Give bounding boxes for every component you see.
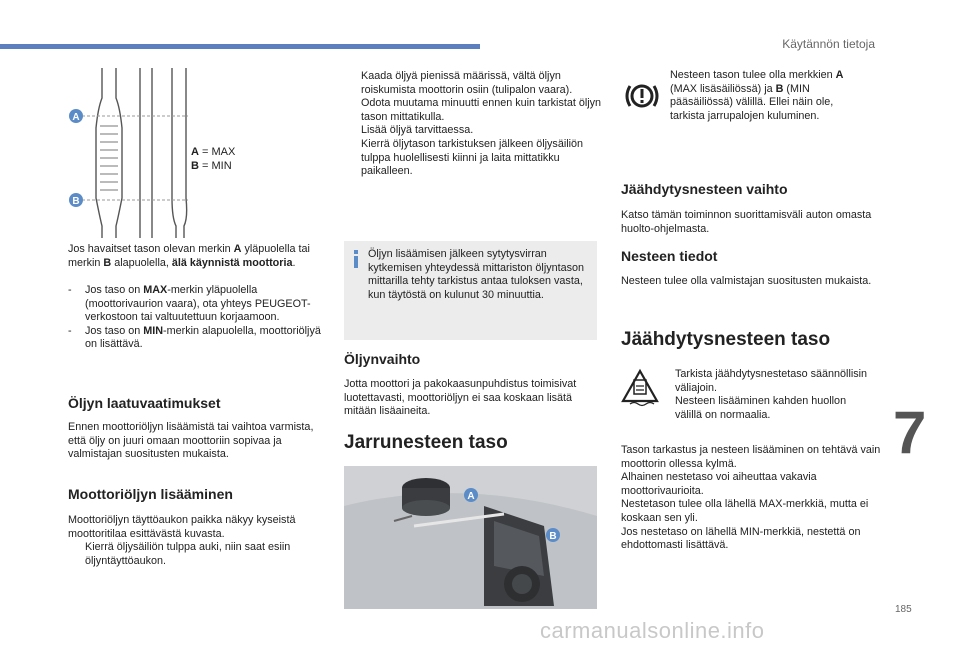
heading-oil-quality: Öljyn laatuvaatimukset [68, 395, 221, 411]
dipstick-illustration [60, 68, 195, 238]
heading-oil-change: Öljynvaihto [344, 351, 421, 367]
list-item: - Jos taso on MAX-merkin yläpuolella (moottorivaurion vaara), ota yhteys PEUGEOT-verkostoon tai valtuutettuun korjaamoon. [68, 284, 311, 324]
oil-adding-steps-continued [344, 70, 602, 179]
list-item: Odota muutama minuutti ennen kuin tarkistat öljyn tason mittatikulla. [361, 97, 602, 123]
list-item: Kierrä öljysäiliön tulppa auki, niin saat esiin öljyntäyttöaukon. [85, 541, 291, 567]
brake-warning-icon [624, 78, 660, 114]
page-number: 185 [895, 604, 912, 615]
fluid-spec-paragraph: Nesteen tulee olla valmistajan suositusten mukaista. [621, 275, 872, 287]
level-actions-list [68, 284, 326, 352]
coolant-final-paragraph: Tason tarkastus ja nesteen lisääminen on tehtävä vain moottorin ollessa kylmä. Alhainen nestetaso voi aiheuttaa vakavia moottorivaurioita. Nestetason tulee olla lähellä MAX-merkkiä, mutta ei koskaan sen yli. Jos nestetaso on lähellä MIN-merkkiä, nestettä on ehdottomasti lisättävä. [621, 444, 881, 552]
list-item: - Jos taso on MIN-merkin alapuolella, moottoriöljyä on lisättävä. [68, 324, 321, 351]
section-title: Käytännön tietoja [782, 37, 875, 51]
marker-a-label: A [72, 112, 80, 123]
brake-level-note: Nesteen tason tulee olla merkkien A (MAX lisäsäiliössä) ja B (MIN pääsäiliössä) välillä. Ellei näin ole, tarkista jarrupalojen kuluminen. [670, 69, 844, 122]
chapter-number: 7 [893, 399, 927, 466]
list-item: Lisää öljyä tarvittaessa. [361, 124, 474, 137]
brake-reservoir-photo [344, 466, 597, 609]
heading-coolant-change: Jäähdytysnesteen vaihto [621, 181, 788, 197]
marker-b-label: B [72, 196, 80, 207]
coolant-change-paragraph: Katso tämän toiminnon suorittamisväli auton omasta huolto-ohjelmasta. [621, 209, 872, 235]
heading-oil-adding: Moottoriöljyn lisääminen [68, 486, 233, 502]
dipstick-legend: A = MAX B = MIN [191, 146, 236, 172]
heading-coolant-level: Jäähdytysnesteen taso [621, 329, 831, 350]
list-item: Kierrä öljytason tarkistuksen jälkeen öljysäiliön tulppa huolellisesti kiinni ja laita mittatikku paikalleen. [361, 137, 584, 178]
dipstick-warning-paragraph: Jos havaitset tason olevan merkin A yläpuolella tai merkin B alapuolella, älä käynnistä moottoria. [68, 243, 310, 269]
list-item: Kaada öljyä pienissä määrissä, vältä öljyn roiskumista moottorin osiin (tulipalon vaara). [361, 70, 573, 96]
coolant-warning-icon [620, 368, 660, 408]
oil-adding-paragraph: Moottoriöljyn täyttöaukon paikka näkyy kyseistä moottoritilaa esittävästä kuvasta. [68, 514, 296, 540]
oil-change-paragraph: Jotta moottori ja pakokaasunpuhdistus toimisivat luotettavasti, moottoriöljyn ei saa koskaan lisätä mitään lisäaineita. [344, 378, 577, 418]
heading-fluid-spec: Nesteen tiedot [621, 248, 718, 264]
svg-text:B: B [549, 531, 557, 542]
heading-brake-fluid: Jarrunesteen taso [344, 432, 508, 453]
oil-adding-steps [68, 541, 326, 568]
info-icon [352, 250, 360, 268]
info-box-text: Öljyn lisäämisen jälkeen sytytysvirran kytkemisen yhteydessä mittariston öljyntason mittarilla tehty tarkistus antaa tuloksen vasta, kun täytöstä on kulunut 30 minuuttia. [368, 248, 585, 301]
coolant-level-note: Tarkista jäähdytysnestetaso säännöllisin väliajoin. Nesteen lisääminen kahden huollon välillä on normaalia. [675, 368, 868, 421]
svg-text:A: A [467, 491, 475, 502]
header-accent-bar [0, 44, 480, 49]
brake-reservoir-illustration [344, 466, 597, 609]
watermark: carmanualsonline.info [540, 618, 765, 643]
oil-quality-paragraph: Ennen moottoriöljyn lisäämistä tai vaihtoa varmista, että öljy on juuri omaan moottoriin sopivaa ja valmistajan suositusten mukaista. [68, 421, 314, 461]
